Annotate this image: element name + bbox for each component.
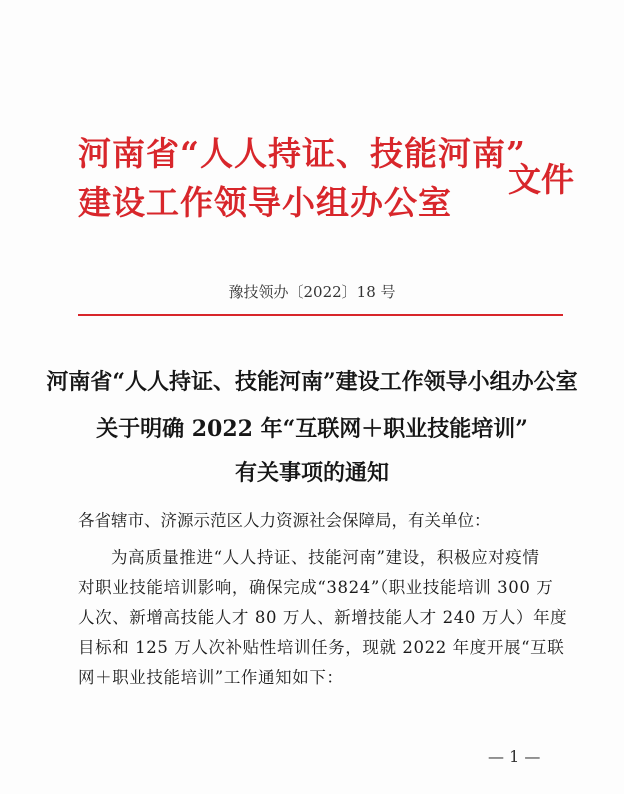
paragraph-line: 对职业技能培训影响，确保完成“3824”（职业技能培训 300 万: [78, 578, 554, 597]
document-type-label: 文件: [508, 160, 574, 199]
paragraph-line: 为高质量推进“人人持证、技能河南”建设，积极应对疫情: [111, 548, 540, 567]
salutation: 各省辖市、济源示范区人力资源社会保障局，有关单位：: [78, 511, 491, 530]
paragraph-line: 目标和 125 万人次补贴性培训任务，现就 2022 年度开展“互联: [78, 638, 565, 657]
issuer-name-line-1: 河南省“人人持证、技能河南”: [78, 134, 526, 173]
page-number: — 1 —: [488, 747, 541, 766]
body-paragraph: [78, 543, 578, 693]
red-header-divider: [78, 314, 563, 316]
notice-title-line-2: 关于明确 2022 年“互联网＋职业技能培训”: [96, 416, 528, 442]
document-number: 豫技领办〔2022〕18 号: [228, 283, 396, 301]
notice-title-line-3: 有关事项的通知: [234, 460, 389, 486]
paragraph-line: 人次、新增高技能人才 80 万人、新增技能人才 240 万人）年度: [78, 608, 568, 627]
issuer-name-line-2: 建设工作领导小组办公室: [78, 183, 452, 222]
paragraph-line: 网＋职业技能培训”工作通知如下：: [78, 668, 344, 687]
notice-title-line-1: 河南省“人人持证、技能河南”建设工作领导小组办公室: [46, 369, 578, 395]
